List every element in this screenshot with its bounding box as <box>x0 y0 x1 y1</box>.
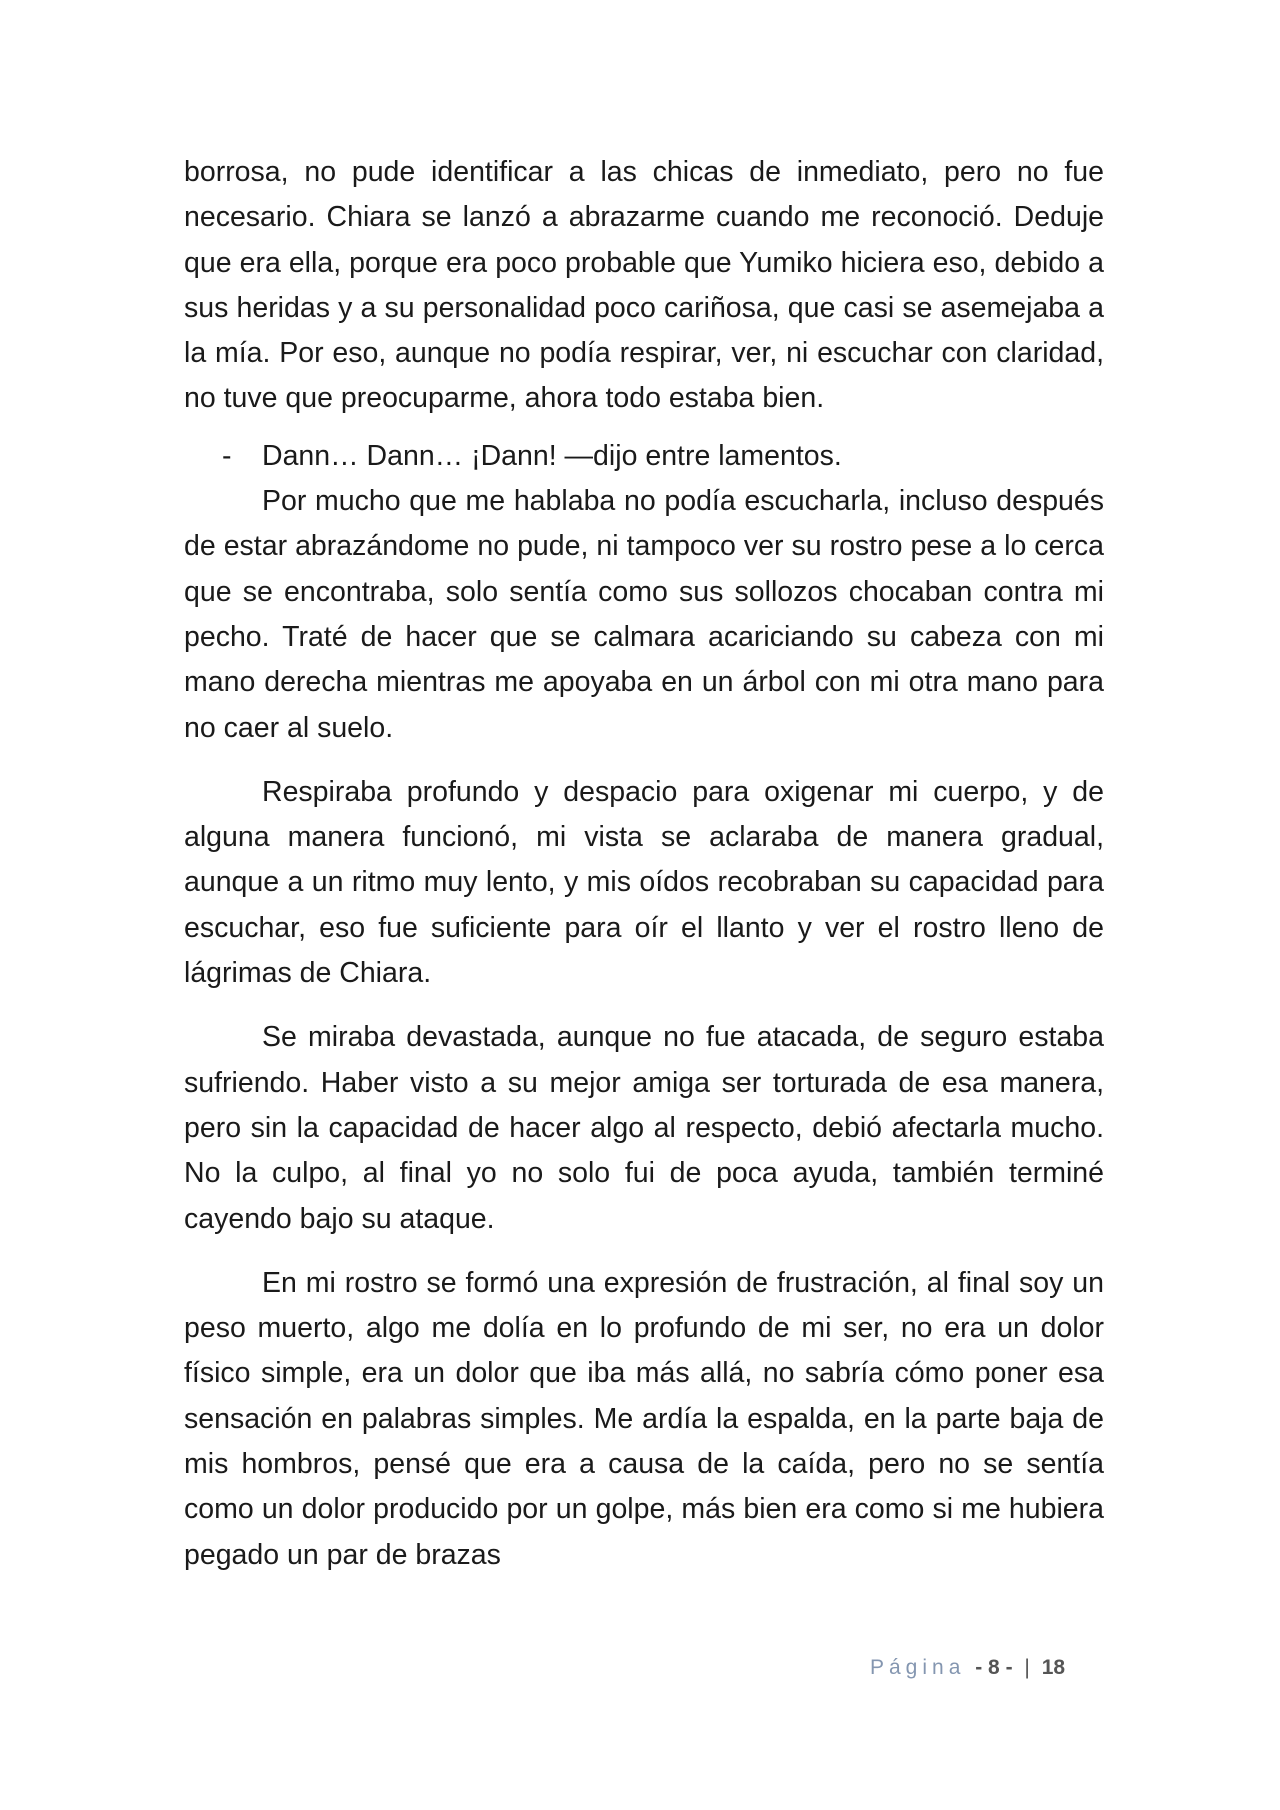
paragraph-5: En mi rostro se formó una expresión de frustración, al final soy un peso muerto, algo me dolía en lo profundo de mi ser, no era un dolor físico simple, era un dolor que iba más allá, no sabría cómo poner esa sensación en palabras simples. Me ardía la espalda, en la parte baja de mis hombros, pensé que era a causa de la caída, pero no se sentía como un dolor producido por un golpe, más bien era como si me hubiera pegado un par de brazas <box>184 1266 1104 1571</box>
paragraph-3: Respiraba profundo y despacio para oxigenar mi cuerpo, y de alguna manera funcionó, mi vista se aclaraba de manera gradual, aunque a un ritmo muy lento, y mis oídos recobraban su capacidad para escuchar, eso fue suficiente para oír el llanto y ver el rostro lleno de lágrimas de Chiara. <box>184 775 1104 990</box>
footer-separator: | <box>1024 1656 1030 1679</box>
document-page <box>184 150 1104 1730</box>
paragraph-2: Por mucho que me hablaba no podía escucharla, incluso después de estar abrazándome no pude, ni tampoco ver su rostro pese a lo cerca que se encontraba, solo sentía como sus sollozos chocaban contra mi pecho. Traté de hacer que se calmara acariciando su cabeza con mi mano derecha mientras me apoyaba en un árbol con mi otra mano para no caer al suelo. <box>184 485 1104 744</box>
footer-page-label: Página <box>870 1656 966 1679</box>
page-footer <box>870 1656 1065 1680</box>
paragraph-1: borrosa, no pude identificar a las chicas de inmediato, pero no fue necesario. Chiara se lanzó a abrazarme cuando me reconoció. Deduje que era ella, porque era poco probable que Yumiko hiciera eso, debido a sus heridas y a su personalidad poco cariñosa, que casi se asemejaba a la mía. Por eso, aunque no podía respirar, ver, ni escuchar con claridad, no tuve que preocuparme, ahora todo estaba bien. <box>184 156 1104 415</box>
paragraph-4: Se miraba devastada, aunque no fue atacada, de seguro estaba sufriendo. Haber visto a su mejor amiga ser torturada de esa manera, pero sin la capacidad de hacer algo al respecto, debió afectarla mucho. No la culpo, al final yo no solo fui de poca ayuda, también terminé cayendo bajo su ataque. <box>184 1021 1104 1235</box>
dialogue-dash: - <box>222 439 232 472</box>
dialogue-line <box>184 434 1104 479</box>
footer-page-number: - 8 - <box>975 1656 1013 1679</box>
dialogue-text: Dann… Dann… ¡Dann! —dijo entre lamentos. <box>262 439 842 472</box>
footer-total-pages: 18 <box>1041 1656 1066 1679</box>
